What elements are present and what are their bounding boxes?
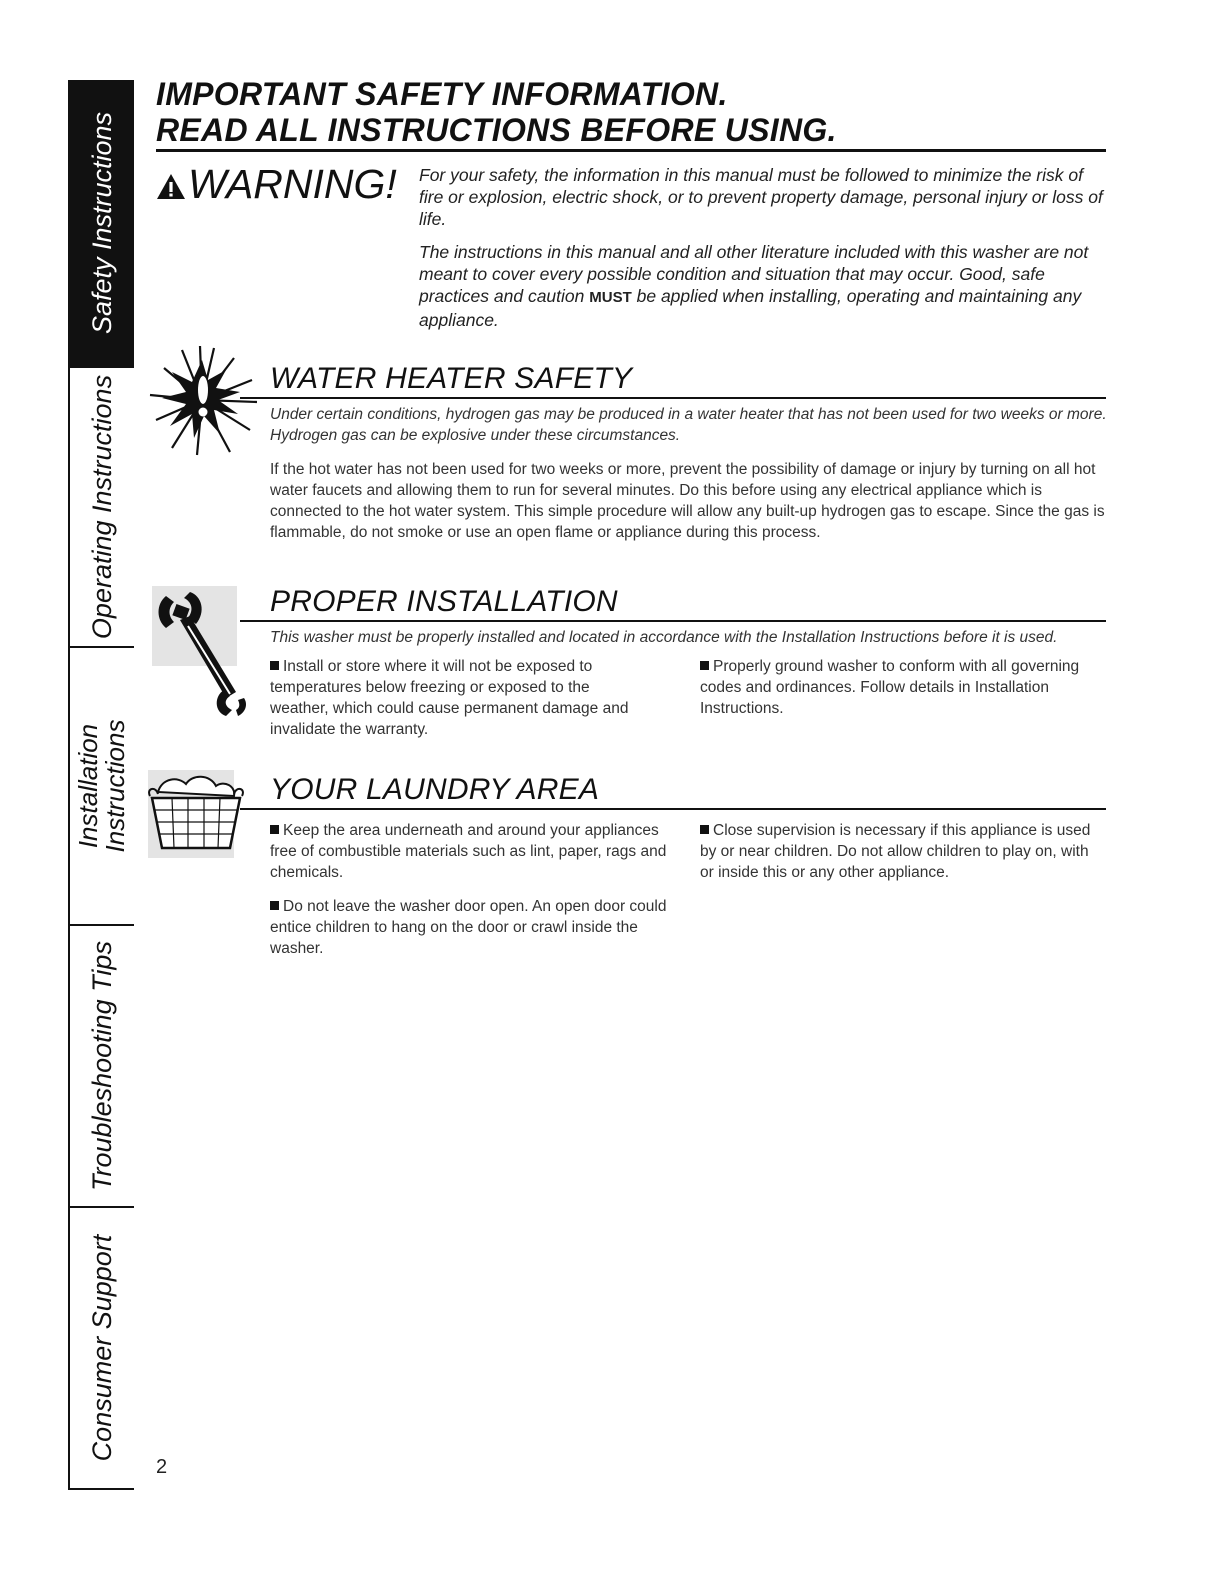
section-tabs — [68, 80, 134, 1490]
installation-title: PROPER INSTALLATION — [270, 585, 618, 618]
tab-label: Consumer Support — [87, 1234, 117, 1462]
warning-heading — [156, 160, 397, 208]
tab-operating-instructions[interactable] — [68, 368, 134, 648]
tab-label-line: Installation — [73, 723, 103, 849]
list-item — [270, 896, 670, 959]
tab-troubleshooting-tips[interactable] — [68, 926, 134, 1208]
warning-paragraph-1: For your safety, the information in this manual must be followed to minimize the risk of fire or explosion, electric shock, or to prevent property damage, personal injury or loss of life. — [419, 165, 1103, 229]
wrench-icon — [152, 586, 262, 718]
list-item — [700, 656, 1105, 719]
bullet-text: Properly ground washer to conform with all governing codes and ordinances. Follow details in Installation Instructions. — [700, 658, 1080, 717]
installation-subtitle: This washer must be properly installed and located in accordance with the Installation Instructions before it is used. — [270, 629, 1058, 646]
water-heater-body: If the hot water has not been used for two weeks or more, prevent the possibility of damage or injury by turning on all hot water faucets and allowing them to run for several minutes. Do this before using any electrical appliance which is connected to the hot water system. This simple procedure will allow any built-up hydrogen gas to escape. Since the gas is flammable, do not smoke or use an open flame or appliance during this process. — [270, 461, 1105, 541]
tab-label — [75, 720, 129, 853]
page-number: 2 — [156, 1456, 168, 1478]
list-item — [270, 820, 670, 883]
bullet-text: Do not leave the washer door open. An open door could entice children to hang on the door or crawl inside the washer. — [270, 898, 667, 957]
bullet-icon — [700, 825, 709, 834]
explosion-burst-icon — [142, 340, 262, 458]
tab-installation-instructions[interactable] — [68, 648, 134, 926]
laundry-basket-icon — [148, 770, 244, 860]
warning-paragraph-2-text: The instructions in this manual and all other literature included with this washer are not meant to cover every possible condition and situation that may occur. Good, safe practices and caution — [419, 242, 1089, 306]
laundry-title: YOUR LAUNDRY AREA — [270, 773, 600, 806]
tab-label: Safety Instructions — [87, 111, 117, 335]
laundry-divider — [240, 808, 1106, 810]
list-item — [270, 656, 630, 740]
title-divider — [156, 149, 1106, 152]
must-emphasis: MUST — [589, 289, 632, 306]
title-line-1: IMPORTANT SAFETY INFORMATION. — [156, 76, 728, 112]
bullet-icon — [270, 901, 279, 910]
water-heater-title: WATER HEATER SAFETY — [270, 362, 633, 395]
tab-label-line: Instructions — [100, 719, 130, 853]
warning-paragraph-2-text-end: be applied when installing, operating and maintaining any appliance. — [419, 286, 1082, 330]
tab-safety-instructions[interactable] — [68, 80, 134, 368]
page-title — [156, 76, 1106, 148]
warning-triangle-icon — [156, 172, 186, 200]
bullet-text: Close supervision is necessary if this appliance is used by or near children. Do not allow children to play on, with or inside this or any other appliance. — [700, 822, 1091, 881]
tab-label: Operating Instructions — [87, 374, 117, 640]
bullet-icon — [270, 661, 279, 670]
list-item — [700, 820, 1100, 883]
bullet-text: Install or store where it will not be exposed to temperatures below freezing or exposed to the weather, which could cause permanent damage and invalidate the warranty. — [270, 658, 629, 738]
warning-label: WARNING! — [188, 161, 397, 207]
warning-paragraph-2 — [419, 241, 1109, 331]
water-heater-subtitle: Under certain conditions, hydrogen gas may be produced in a water heater that has not been used for two weeks or more. Hydrogen gas can be explosive under these circumstances. — [270, 406, 1107, 444]
installation-divider — [240, 620, 1106, 622]
title-line-2: READ ALL INSTRUCTIONS BEFORE USING. — [156, 112, 837, 148]
tab-label: Troubleshooting Tips — [87, 941, 117, 1191]
tab-consumer-support[interactable] — [68, 1208, 134, 1490]
bullet-icon — [700, 661, 709, 670]
bullet-icon — [270, 825, 279, 834]
bullet-text: Keep the area underneath and around your appliances free of combustible materials such as lint, paper, rags and chemicals. — [270, 822, 667, 881]
water-heater-divider — [240, 397, 1106, 399]
